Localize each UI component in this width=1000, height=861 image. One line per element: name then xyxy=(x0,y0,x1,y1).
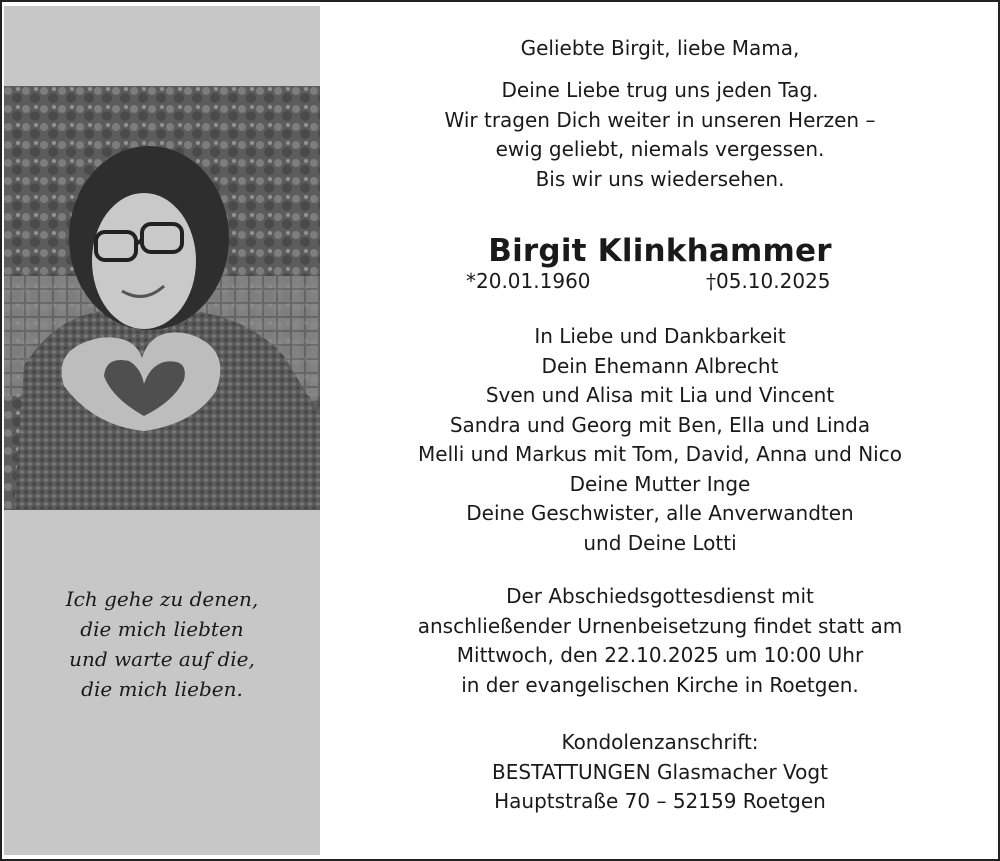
mourner-line: und Deine Lotti xyxy=(583,530,737,555)
mourner-line: Deine Geschwister, alle Anverwandten xyxy=(466,501,854,525)
mourner-line: Sandra und Georg mit Ben, Ella und Linda xyxy=(449,412,871,437)
mourner-line: Melli und Markus mit Tom, David, Anna und Nico xyxy=(418,442,902,466)
condolence-line: Hauptstraße 70 – 52159 Roetgen xyxy=(494,789,826,813)
portrait-photo xyxy=(4,86,320,510)
poem-line: Wir tragen Dich weiter in unseren Herzen – xyxy=(444,107,876,132)
cross-icon: † xyxy=(706,269,716,293)
condolence-block xyxy=(322,728,998,817)
verse-line: die mich liebten xyxy=(80,617,244,641)
poem-line: Bis wir uns wiedersehen. xyxy=(535,166,785,191)
greeting-block xyxy=(322,34,998,64)
service-block xyxy=(322,582,998,700)
verse-line: und warte auf die, xyxy=(69,647,255,671)
birth-date: *20.01.1960 xyxy=(466,269,591,293)
mourner-line: Deine Mutter Inge xyxy=(569,471,751,496)
deceased-name: Birgit Klinkhammer xyxy=(488,233,832,269)
verse-line: die mich lieben. xyxy=(81,677,243,701)
poem-line: ewig geliebt, niemals vergessen. xyxy=(495,137,825,161)
verse-line: Ich gehe zu denen, xyxy=(65,587,259,611)
life-dates xyxy=(322,266,998,296)
death-date: 05.10.2025 xyxy=(716,269,831,293)
greeting: Geliebte Birgit, liebe Mama, xyxy=(520,36,800,60)
mourner-line: Sven und Alisa mit Lia und Vincent xyxy=(485,383,835,407)
condolence-line: Kondolenzanschrift: xyxy=(561,730,759,754)
portrait-illustration xyxy=(4,86,320,510)
death-date-wrap xyxy=(706,266,831,296)
verse-quote xyxy=(4,584,320,704)
service-line: anschließender Urnenbeisetzung findet statt am xyxy=(417,613,903,638)
service-line: Mittwoch, den 22.10.2025 um 10:00 Uhr xyxy=(456,643,864,667)
poem-block xyxy=(322,76,998,194)
service-line: in der evangelischen Kirche in Roetgen. xyxy=(461,672,859,697)
service-line: Der Abschiedsgottesdienst mit xyxy=(506,584,814,608)
condolence-line: BESTATTUNGEN Glasmacher Vogt xyxy=(492,759,828,784)
mourner-line: In Liebe und Dankbarkeit xyxy=(534,324,786,348)
poem-line: Deine Liebe trug uns jeden Tag. xyxy=(501,78,819,102)
mourners-block xyxy=(322,322,998,558)
mourner-line: Dein Ehemann Albrecht xyxy=(541,353,779,378)
